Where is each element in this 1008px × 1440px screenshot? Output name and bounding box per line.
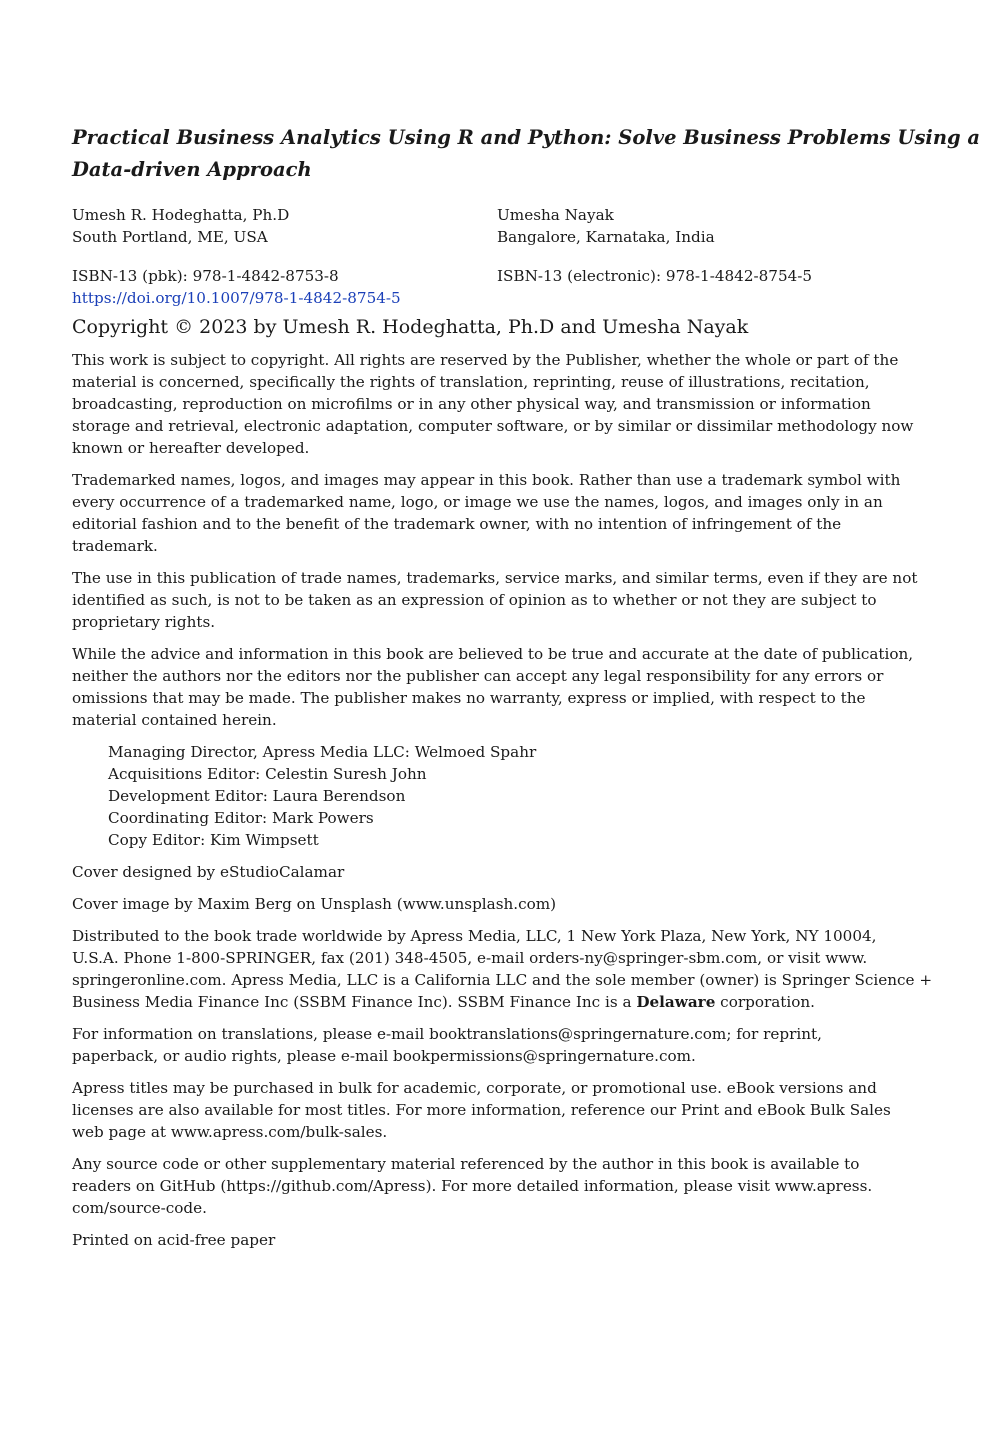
author-block	[72, 204, 912, 248]
credit-line: Copy Editor: Kim Wimpsett	[108, 831, 319, 849]
text-line: broadcasting, reproduction on microfilms or in any other physical way, and transmission or information	[72, 395, 871, 413]
paper-note: Printed on acid-free paper	[72, 1231, 276, 1249]
title-line: Practical Business Analytics Using R and Python: Solve Business Problems Using a	[72, 126, 981, 149]
text-line: identified as such, is not to be taken as an expression of opinion as to whether or not they are subject to	[72, 591, 877, 609]
author-location: South Portland, ME, USA	[72, 228, 268, 246]
credit-line: Coordinating Editor: Mark Powers	[108, 809, 374, 827]
author-1	[72, 204, 497, 248]
text-line: proprietary rights.	[72, 613, 216, 631]
text-line: The use in this publication of trade names, trademarks, service marks, and similar terms, even if they are not	[72, 569, 918, 587]
text-line: omissions that may be made. The publisher makes no warranty, express or implied, with respect to the	[72, 689, 866, 707]
author-name: Umesha Nayak	[497, 206, 614, 224]
editorial-credits	[108, 741, 912, 851]
isbn-print-column	[72, 265, 497, 309]
text-fragment: corporation.	[715, 993, 815, 1011]
text-line: paperback, or audio rights, please e-mail bookpermissions@springernature.com.	[72, 1047, 696, 1065]
text-line: storage and retrieval, electronic adaptation, computer software, or by similar or dissimilar methodology now	[72, 417, 914, 435]
text-line: known or hereafter developed.	[72, 439, 310, 457]
text-line: licenses are also available for most titles. For more information, reference our Print and eBook Bulk Sales	[72, 1101, 891, 1119]
isbn-electronic-column	[497, 265, 912, 309]
trademark-paragraph	[72, 469, 912, 557]
book-title	[72, 122, 981, 186]
text-line: springeronline.com. Apress Media, LLC is a California LLC and the sole member (owner) is Springer Science +	[72, 971, 933, 989]
isbn-print: ISBN-13 (pbk): 978-1-4842-8753-8	[72, 267, 339, 285]
text-line: While the advice and information in this book are believed to be true and accurate at the date of publication,	[72, 645, 914, 663]
disclaimer-paragraph	[72, 643, 912, 731]
text-fragment: Business Media Finance Inc (SSBM Finance Inc). SSBM Finance Inc is a	[72, 993, 637, 1011]
text-line: web page at www.apress.com/bulk-sales.	[72, 1123, 388, 1141]
text-line: every occurrence of a trademarked name, logo, or image we use the names, logos, and images only in an	[72, 493, 883, 511]
bold-state-name: Delaware	[636, 993, 716, 1011]
translations-paragraph	[72, 1023, 912, 1067]
credit-line: Managing Director, Apress Media LLC: Welmoed Spahr	[108, 743, 537, 761]
text-line: editorial fashion and to the benefit of the trademark owner, with no intention of infringement of the	[72, 515, 842, 533]
text-line: Apress titles may be purchased in bulk for academic, corporate, or promotional use. eBook versions and	[72, 1079, 877, 1097]
bulk-sales-paragraph	[72, 1077, 912, 1143]
copyright-paragraph	[72, 349, 912, 459]
text-line: material is concerned, specifically the rights of translation, reprinting, reuse of illustrations, recitation,	[72, 373, 870, 391]
author-2	[497, 204, 912, 248]
source-code-paragraph	[72, 1153, 912, 1219]
text-line: U.S.A. Phone 1-800-SPRINGER, fax (201) 348-4505, e-mail orders-ny@springer-sbm.com, or visit www.	[72, 949, 868, 967]
doi-link[interactable]: https://doi.org/10.1007/978-1-4842-8754-5	[72, 289, 401, 307]
cover-image-credit: Cover image by Maxim Berg on Unsplash (www.unsplash.com)	[72, 895, 557, 913]
page-content	[72, 122, 981, 1261]
text-line: trademark.	[72, 537, 158, 555]
text-line: material contained herein.	[72, 711, 277, 729]
title-line: Data-driven Approach	[72, 158, 312, 181]
author-name: Umesh R. Hodeghatta, Ph.D	[72, 206, 290, 224]
trade-names-paragraph	[72, 567, 918, 633]
isbn-electronic: ISBN-13 (electronic): 978-1-4842-8754-5	[497, 267, 813, 285]
text-line: com/source-code.	[72, 1199, 207, 1217]
text-line	[72, 991, 912, 1013]
credit-line: Acquisitions Editor: Celestin Suresh John	[108, 765, 427, 783]
text-line: For information on translations, please e-mail booktranslations@springernature.com; for reprint,	[72, 1025, 822, 1043]
isbn-block	[72, 265, 912, 309]
distribution-paragraph	[72, 925, 933, 1013]
text-line: Any source code or other supplementary material referenced by the author in this book is available to	[72, 1155, 860, 1173]
author-location: Bangalore, Karnataka, India	[497, 228, 715, 246]
cover-design-credit: Cover designed by eStudioCalamar	[72, 863, 345, 881]
credit-line: Development Editor: Laura Berendson	[108, 787, 406, 805]
copyright-heading: Copyright © 2023 by Umesh R. Hodeghatta, Ph.D and Umesha Nayak	[72, 316, 749, 338]
text-line: readers on GitHub (https://github.com/Apress). For more detailed information, please visit www.apress.	[72, 1177, 873, 1195]
text-line: Trademarked names, logos, and images may appear in this book. Rather than use a trademark symbol with	[72, 471, 901, 489]
text-line: neither the authors nor the editors nor the publisher can accept any legal responsibility for any errors or	[72, 667, 884, 685]
text-line: Distributed to the book trade worldwide by Apress Media, LLC, 1 New York Plaza, New York, NY 10004,	[72, 927, 877, 945]
text-line: This work is subject to copyright. All rights are reserved by the Publisher, whether the whole or part of the	[72, 351, 899, 369]
